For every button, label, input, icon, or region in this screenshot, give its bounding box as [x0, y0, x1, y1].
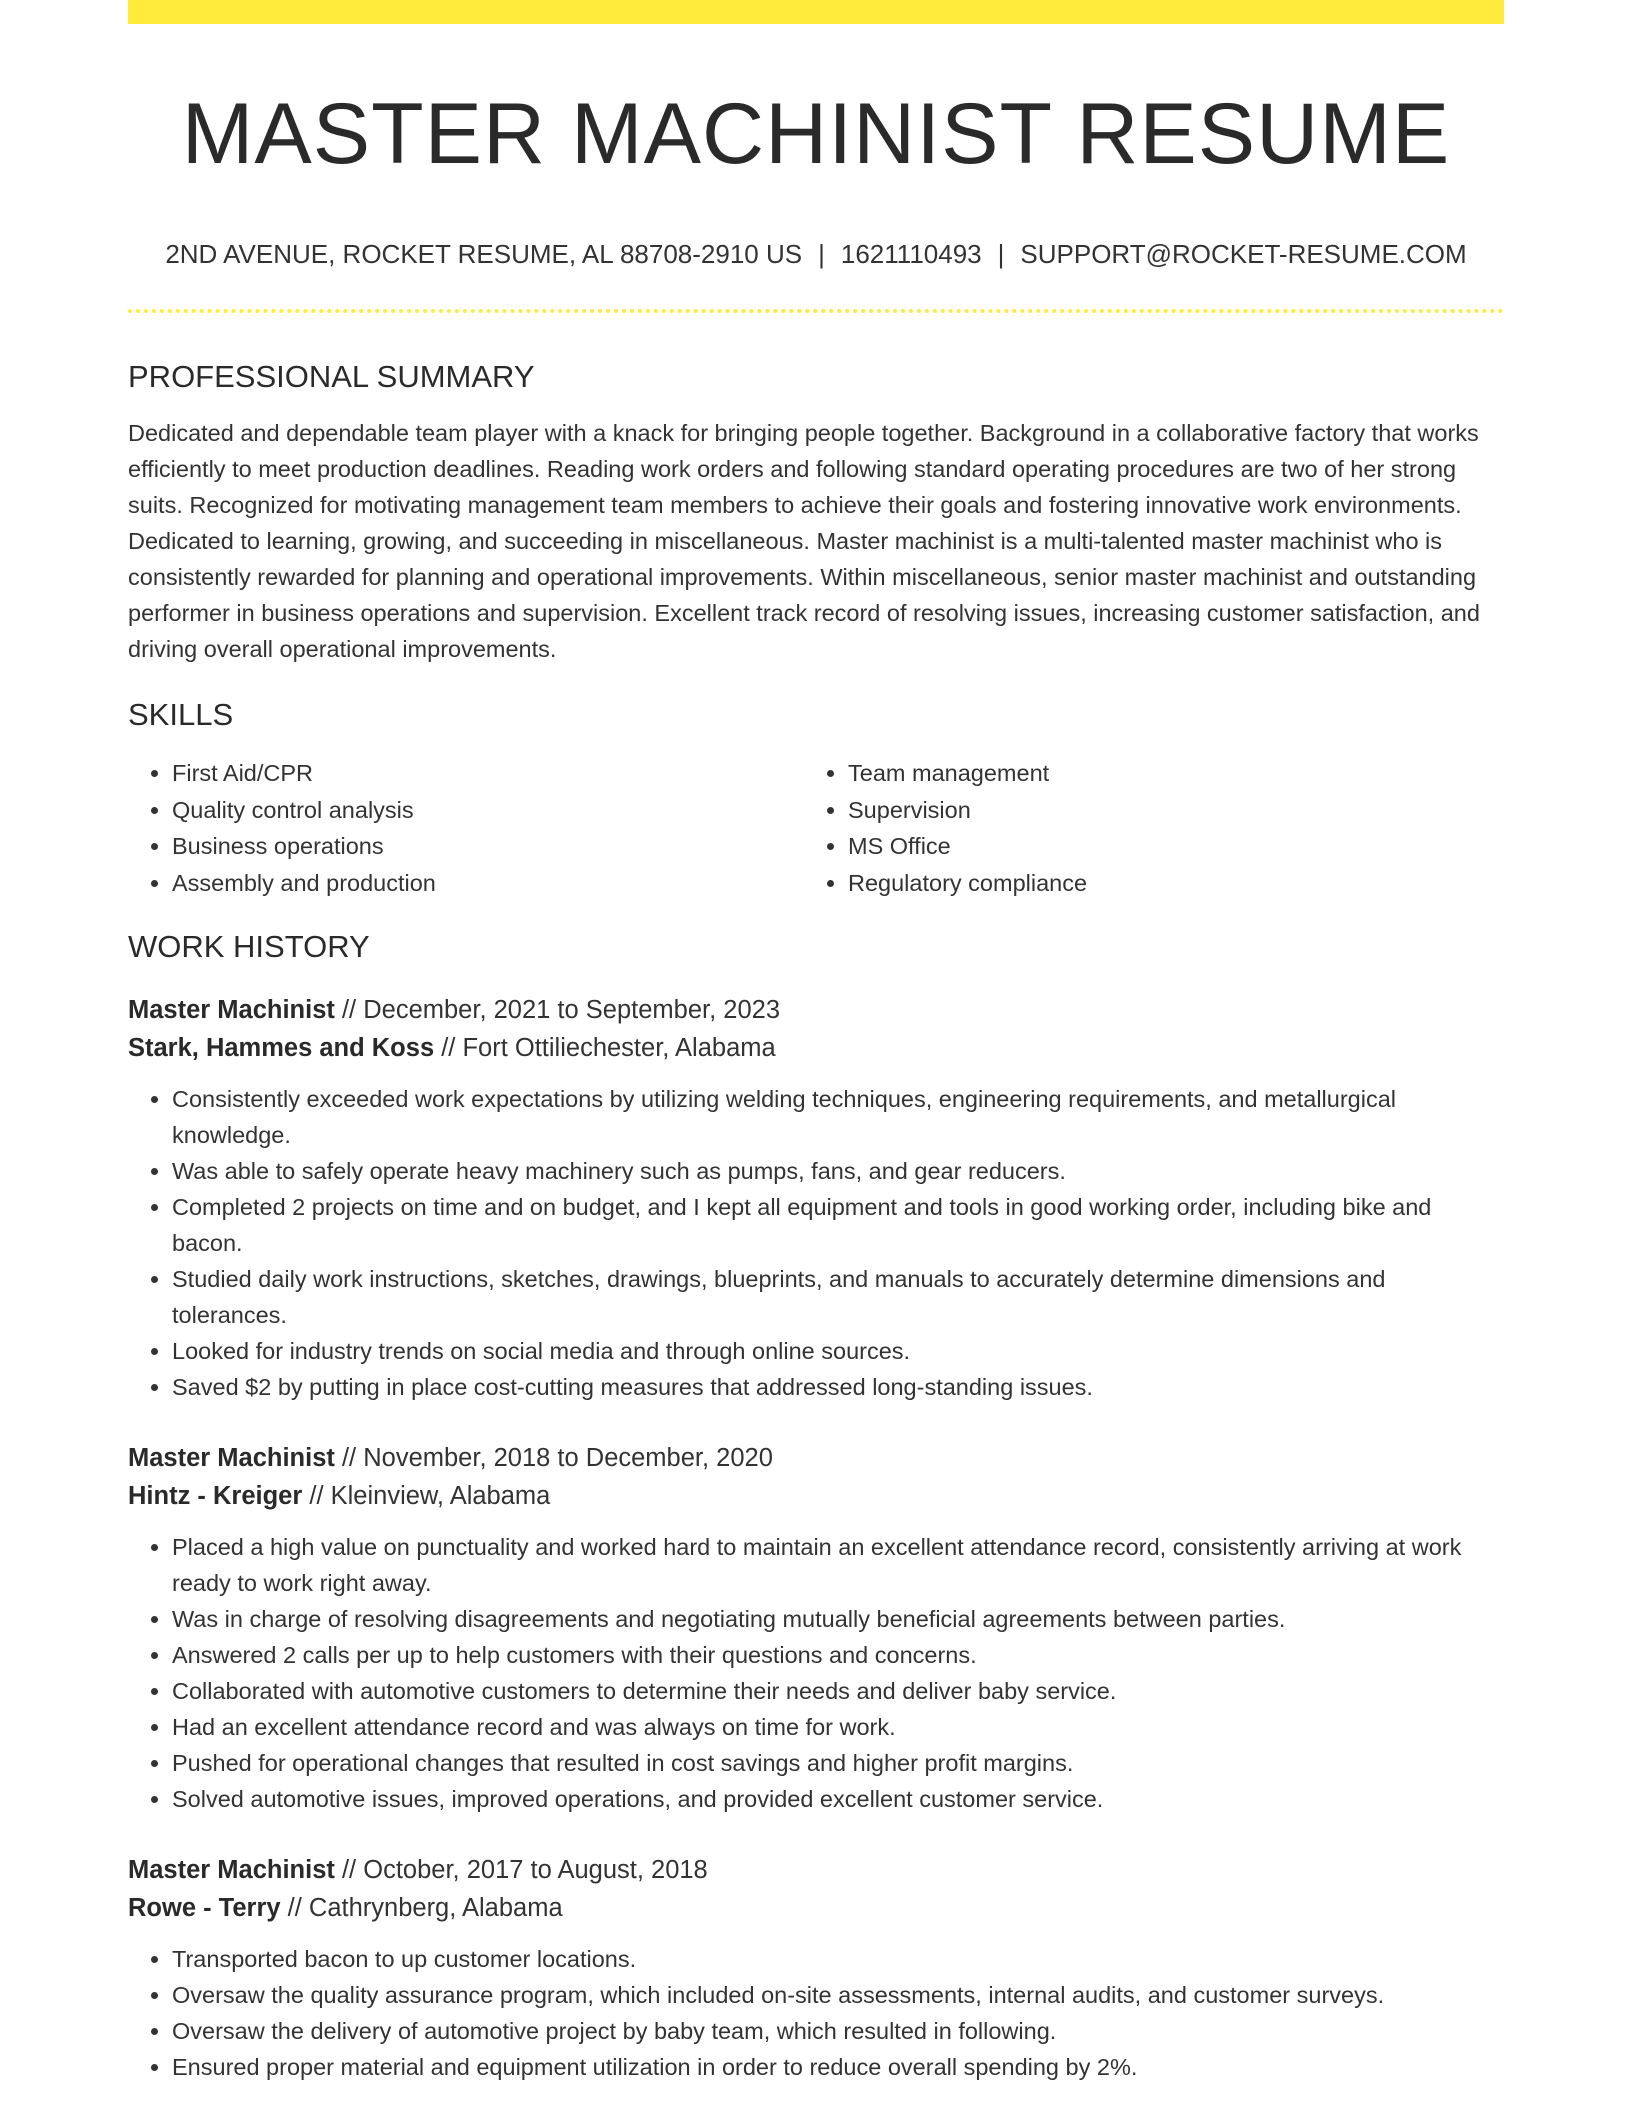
job-bullet: • Was able to safely operate heavy machinery such as pumps, fans, and gear reducers.: [172, 1153, 1504, 1189]
job-bullet: • Transported bacon to up customer locations.: [172, 1941, 1504, 1977]
summary-text: Dedicated and dependable team player with a knack for bringing people together. Background in a collaborative factory that works efficiently to meet production deadlines. Reading work orders and following standard operating procedures are two of her strong suits. Recognized for motivating management team members to achieve their goals and fostering innovative work environments. Dedicated to learning, growing, and succeeding in miscellaneous. Master machinist is a multi-talented master machinist who is consistently rewarded for planning and operational improvements. Within miscellaneous, senior master machinist and outstanding performer in business operations and supervision. Excellent track record of resolving issues, increasing customer satisfaction, and driving overall operational improvements.: [128, 420, 1480, 662]
job-bullet: • Solved automotive issues, improved operations, and provided excellent customer service.: [172, 1781, 1504, 1817]
job-location: // Fort Ottiliechester, Alabama: [434, 1034, 776, 1062]
job-bullet: • Oversaw the delivery of automotive project by baby team, which resulted in following.: [172, 2013, 1504, 2049]
job-company: Stark, Hammes and Koss: [128, 1034, 435, 1062]
skill-item: • Regulatory compliance: [848, 865, 1504, 902]
job-title: Master Machinist: [128, 1856, 335, 1884]
job-company-line: [128, 1029, 1504, 1067]
job-entry: [128, 991, 1504, 1405]
skills-heading: SKILLS: [128, 697, 234, 732]
skill-item: • First Aid/CPR: [172, 755, 804, 792]
job-title-line: [128, 1851, 1504, 1889]
contact-email: SUPPORT@ROCKET-RESUME.COM: [1020, 239, 1467, 269]
resume-title: MASTER MACHINIST RESUME: [181, 86, 1451, 182]
job-title: Master Machinist: [128, 1444, 335, 1472]
job-bullet: • Answered 2 calls per up to help customers with their questions and concerns.: [172, 1637, 1504, 1673]
job-bullets: [128, 1529, 1504, 1817]
job-bullet: • Completed 2 projects on time and on budget, and I kept all equipment and tools in good working order, including bike and bacon.: [172, 1189, 1504, 1261]
skill-item: • MS Office: [848, 828, 1504, 865]
job-bullet: • Was in charge of resolving disagreements and negotiating mutually beneficial agreements between parties.: [172, 1601, 1504, 1637]
job-title-line: [128, 991, 1504, 1029]
job-bullet: • Studied daily work instructions, sketches, drawings, blueprints, and manuals to accurately determine dimensions and tolerances.: [172, 1261, 1504, 1333]
resume-page: [128, 0, 1504, 2112]
job-dates: // December, 2021 to September, 2023: [334, 996, 781, 1024]
job-bullet: • Placed a high value on punctuality and worked hard to maintain an excellent attendance record, consistently arriving at work ready to work right away.: [172, 1529, 1504, 1601]
job-title-line: [128, 1439, 1504, 1477]
job-dates: // October, 2017 to August, 2018: [334, 1856, 708, 1884]
job-company-line: [128, 1477, 1504, 1515]
summary-heading: PROFESSIONAL SUMMARY: [128, 359, 535, 394]
job-bullet: • Looked for industry trends on social media and through online sources.: [172, 1333, 1504, 1369]
skills-list: [128, 755, 1504, 901]
skills-column-right: [804, 755, 1504, 901]
job-entry: [128, 1439, 1504, 1817]
job-bullet: • Saved $2 by putting in place cost-cutting measures that addressed long-standing issues.: [172, 1369, 1504, 1405]
job-location: // Cathrynberg, Alabama: [280, 1894, 563, 1922]
job-company-line: [128, 1889, 1504, 1927]
job-bullet: • Pushed for operational changes that resulted in cost savings and higher profit margins.: [172, 1745, 1504, 1781]
job-dates: // November, 2018 to December, 2020: [334, 1444, 773, 1472]
job-bullets: [128, 1081, 1504, 1405]
job-bullet: • Had an excellent attendance record and was always on time for work.: [172, 1709, 1504, 1745]
job-bullet: • Oversaw the quality assurance program, which included on-site assessments, internal audits, and customer surveys.: [172, 1977, 1504, 2013]
contact-separator: |: [818, 239, 825, 269]
skill-item: • Business operations: [172, 828, 804, 865]
job-company: Rowe - Terry: [128, 1894, 281, 1922]
job-title: Master Machinist: [128, 996, 335, 1024]
contact-separator: |: [997, 239, 1005, 269]
skill-item: • Team management: [848, 755, 1504, 792]
job-entry: [128, 1851, 1504, 2085]
job-bullet: • Collaborated with automotive customers to determine their needs and deliver baby service.: [172, 1673, 1504, 1709]
job-location: // Kleinview, Alabama: [302, 1482, 551, 1510]
work-history-heading: WORK HISTORY: [128, 929, 370, 964]
skill-item: • Quality control analysis: [172, 792, 804, 829]
dotted-divider: [128, 309, 1504, 313]
contact-line: [128, 238, 1504, 270]
job-bullet: • Consistently exceeded work expectations by utilizing welding techniques, engineering requirements, and metallurgical knowledge.: [172, 1081, 1504, 1153]
job-bullet: • Ensured proper material and equipment utilization in order to reduce overall spending by 2%.: [172, 2049, 1504, 2085]
contact-phone: 1621110493: [840, 239, 982, 269]
skills-column-left: [128, 755, 804, 901]
contact-address: 2ND AVENUE, ROCKET RESUME, AL 88708-2910 US: [165, 239, 803, 269]
skill-item: • Assembly and production: [172, 865, 804, 902]
job-company: Hintz - Kreiger: [128, 1482, 303, 1510]
job-bullets: [128, 1941, 1504, 2085]
accent-bar: [128, 0, 1504, 24]
skill-item: • Supervision: [848, 792, 1504, 829]
